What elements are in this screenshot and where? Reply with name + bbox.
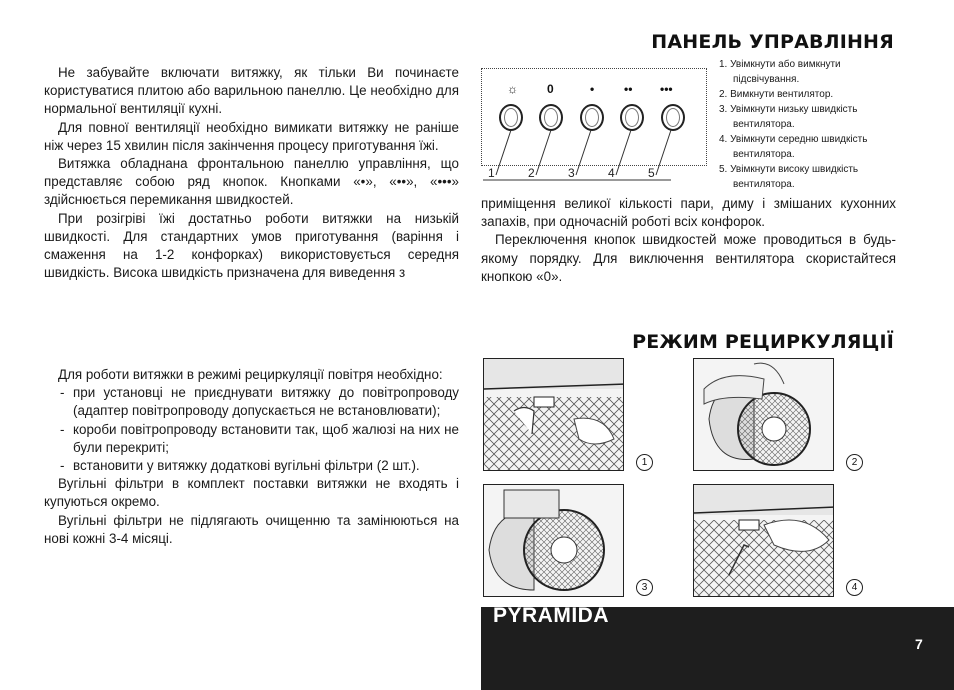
light-icon: ☼ bbox=[507, 82, 518, 96]
speed-medium-icon: •• bbox=[624, 82, 633, 96]
figure-1-label: 1 bbox=[636, 454, 653, 471]
legend-item: 4. Увімкнути середню швидкість вентилятора. bbox=[719, 134, 868, 160]
panel-legend bbox=[718, 57, 908, 192]
panel-number: 4 bbox=[608, 166, 615, 180]
filter-installation-illustration bbox=[694, 485, 834, 597]
figure-2-image bbox=[693, 358, 834, 471]
control-panel-heading: ПАНЕЛЬ УПРАВЛІННЯ bbox=[651, 31, 894, 53]
figure-4-label: 4 bbox=[846, 579, 863, 596]
paragraph: Для роботи витяжки в режимі рециркуляції повітря необхідно: bbox=[58, 367, 443, 382]
legend-item: 1. Увімкнути або вимкнути підсвічування. bbox=[719, 59, 841, 85]
paragraph: При розігріві їжі достатньо роботи витяжки на низькій швидкості. Для стандартних умов приготування (варіння і смаження на 1-2 конфорках) використовується середня швидкість. Висока швидкість призначена для виведення з bbox=[44, 210, 459, 281]
list-item: - встановити у витяжку додаткові вугільні фільтри (2 шт.). bbox=[44, 457, 459, 475]
panel-number: 5 bbox=[648, 166, 655, 180]
figure-3-image bbox=[483, 484, 624, 597]
brand-logo: PYRAMIDA bbox=[493, 604, 610, 627]
paragraph: Вугільні фільтри не підлягають очищенню та замінюються на нові кожні 3-4 місяці. bbox=[44, 512, 459, 546]
figure-2-label: 2 bbox=[846, 454, 863, 471]
paragraph: Не забувайте включати витяжку, як тільки Ви починаєте користуватися плитою або варильною панеллю. Це необхідно для нормальної вентиляції кухні. bbox=[44, 65, 459, 117]
requirements-list bbox=[44, 384, 459, 475]
figure-1-image bbox=[483, 358, 624, 471]
leader-lines bbox=[481, 120, 707, 182]
speed-high-icon: ••• bbox=[660, 82, 673, 96]
list-item: - при установці не приєднувати витяжку до повітропроводу (адаптер повітропроводу допускається не встановлювати); bbox=[44, 384, 459, 420]
paragraph: Для повної вентиляції необхідно вимикати витяжку не раніше ніж через 15 хвилин після закінчення процесу приготування їжі. bbox=[44, 119, 459, 153]
list-item: - короби повітропроводу встановити так, щоб жалюзі на них не були перекриті; bbox=[44, 421, 459, 457]
left-top-text bbox=[44, 64, 459, 282]
panel-number: 3 bbox=[568, 166, 575, 180]
blower-filter-illustration bbox=[694, 359, 834, 471]
recirculation-heading: РЕЖИМ РЕЦИРКУЛЯЦІЇ bbox=[632, 331, 894, 353]
figure-3-label: 3 bbox=[636, 579, 653, 596]
panel-number: 1 bbox=[488, 166, 495, 180]
legend-item: 5. Увімкнути високу швидкість вентилятора. bbox=[719, 164, 859, 190]
carbon-filter-illustration bbox=[484, 485, 624, 597]
filter-removal-illustration bbox=[484, 359, 624, 471]
legend-item: 2. Вимкнути вентилятор. bbox=[719, 89, 834, 100]
speed-low-icon: • bbox=[590, 82, 595, 96]
left-bottom-text bbox=[44, 366, 459, 548]
panel-number: 2 bbox=[528, 166, 535, 180]
paragraph: Переключення кнопок швидкостей може проводиться в будь-якому порядку. Для виключення вентилятора скористайтеся кнопкою «0». bbox=[481, 232, 896, 284]
paragraph: Витяжка обладнана фронтальною панеллю управління, що представляє собою ряд кнопок. Кнопками «•», «••», «•••» здійснюється перемикання швидкостей. bbox=[44, 156, 459, 208]
page-number: 7 bbox=[915, 636, 923, 652]
fan-off-icon: 0 bbox=[547, 82, 554, 96]
paragraph: приміщення великої кількості пари, диму і змішаних кухонних запахів, при одночасній роботі всіх конфорок. bbox=[481, 196, 896, 230]
legend-item: 3. Увімкнути низьку швидкість вентилятора. bbox=[719, 104, 858, 130]
right-top-text bbox=[481, 195, 896, 286]
figure-4-image bbox=[693, 484, 834, 597]
paragraph: Вугільні фільтри в комплект поставки витяжки не входять і купуються окремо. bbox=[44, 476, 459, 510]
